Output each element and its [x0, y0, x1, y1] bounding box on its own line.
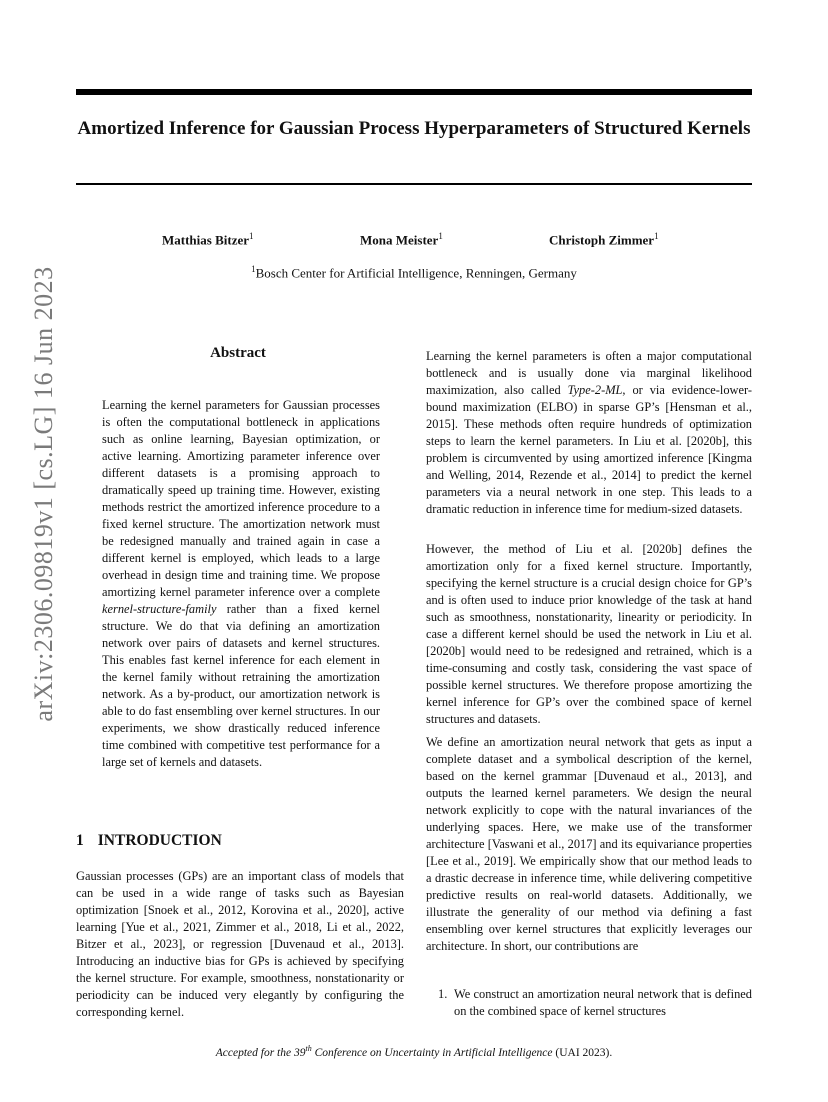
contribution-list-item — [438, 986, 752, 1020]
footer-note: Accepted for the 39th Conference on Uncertainty in Artificial Intelligence (UAI 2023). — [215, 1044, 613, 1059]
abstract-heading: Abstract — [210, 345, 266, 361]
title-rule — [76, 183, 752, 185]
section-heading-introduction: 1 INTRODUCTION — [76, 832, 222, 849]
affiliation: $^1$Bosch Center for Artificial Intelligence, Renningen, Germany — [251, 264, 577, 281]
author-2: Mona Meister$^1$ — [360, 231, 443, 248]
list-number: 1. — [438, 987, 448, 1001]
abstract-body: Learning the kernel parameters for Gaussian processes is often the computational bottleneck in applications such as online learning, Bayesian optimization, or active learning. Amortizing parameter inference over different datasets is a promising approach to dramatically speed up training time. However, existing methods restrict the amortized inference procedure to a fixed kernel structure. The amortization network must be redesigned manually and trained again in case a different kernel is employed, which leads to a large overhead in design time and training time. We propose amortizing kernel parameter inference over a complete kernel-structure-family rather than a fixed kernel structure. We do that via defining an amortization network over pairs of datasets and kernel structures. This enables fast kernel inference for each element in the kernel family without retraining the amortization network. As a by-product, our amortization network is able to do fast ensembling over kernel structures. In our experiments, we show drastically reduced inference time combined with competitive test performance for a large set of kernels and datasets. — [102, 398, 380, 769]
top-rule — [76, 89, 752, 95]
author-1: Matthias Bitzer$^1$ — [162, 231, 254, 248]
right-paragraph-2: However, the method of Liu et al. [2020b] defines the amortization only for a fixed kernel structure. Importantly, specifying the kernel structure is a crucial design choice for GP’s and is often used to induce prior knowledge of the task at hand such as smoothness, nonstationarity, linearity or periodicity. In case a different kernel should be used the network in Liu et al. [2020b] would need to be redesigned and retrained, which is a time-consuming and costly task, considering the vast space of possible kernel structures. We therefore propose amortizing the kernel inference for GP’s over the combined space of kernel structures and datasets. — [426, 542, 752, 726]
right-paragraph-3: We define an amortization neural network that gets as input a complete dataset and a symbolical description of the kernel, based on the kernel grammar [Duvenaud et al., 2013], and outputs the learned kernel parameters. We design the neural network explicitly to cope with the natural invariances of the underlying spaces. Here, we make use of the transformer architecture [Vaswani et al., 2017] and its equivariance properties [Lee et al., 2019]. We empirically show that our method leads to a drastic decrease in inference time, while delivering competitive predictive results on real-world datasets. Additionally, we illustrate the generality of our method via defining a fast ensembling over kernel structures that explicitly leverages our architecture. In short, our contributions are — [426, 735, 752, 953]
paper-title: Amortized Inference for Gaussian Process Hyperparameters of Structured Kernels — [77, 118, 751, 139]
author-3: Christoph Zimmer$^1$ — [549, 231, 659, 248]
introduction-paragraph: Gaussian processes (GPs) are an important class of models that can be used in a wide range of tasks such as Bayesian optimization [Snoek et al., 2012, Korovina et al., 2020], active learning [Yue et al., 2021, Zimmer et al., 2018, Li et al., 2022, Bitzer et al., 2023], or regression [Duvenaud et al., 2013]. Introducing an inductive bias for GPs is achieved by specifying the kernel structure. For example, smoothness, nonstationarity or periodicity can be induced very elegantly by configuring the corresponding kernel. — [76, 869, 404, 1019]
right-paragraph-1: Learning the kernel parameters is often a major computational bottleneck and is usually done via marginal likelihood maximization, also called Type-2-ML, or via evidence-lower-bound maximization (ELBO) in sparse GP’s [Hensman et al., 2015]. These methods often require hundreds of optimization steps to learn the kernel parameters. In Liu et al. [2020b], this problem is circumvented by using amortized inference [Kingma and Welling, 2014, Rezende et al., 2014] to predict the kernel parameters via a neural network in one step. This leads to a dramatic reduction in inference time for medium-sized datasets. — [426, 349, 753, 516]
arxiv-identifier: arXiv:2306.09819v1 [cs.LG] 16 Jun 2023 — [29, 266, 58, 722]
abstract-emphasis: kernel-structure-family — [102, 602, 217, 616]
list-text: We construct an amortization neural network that is defined on the combined space of kernel structures — [454, 987, 752, 1018]
